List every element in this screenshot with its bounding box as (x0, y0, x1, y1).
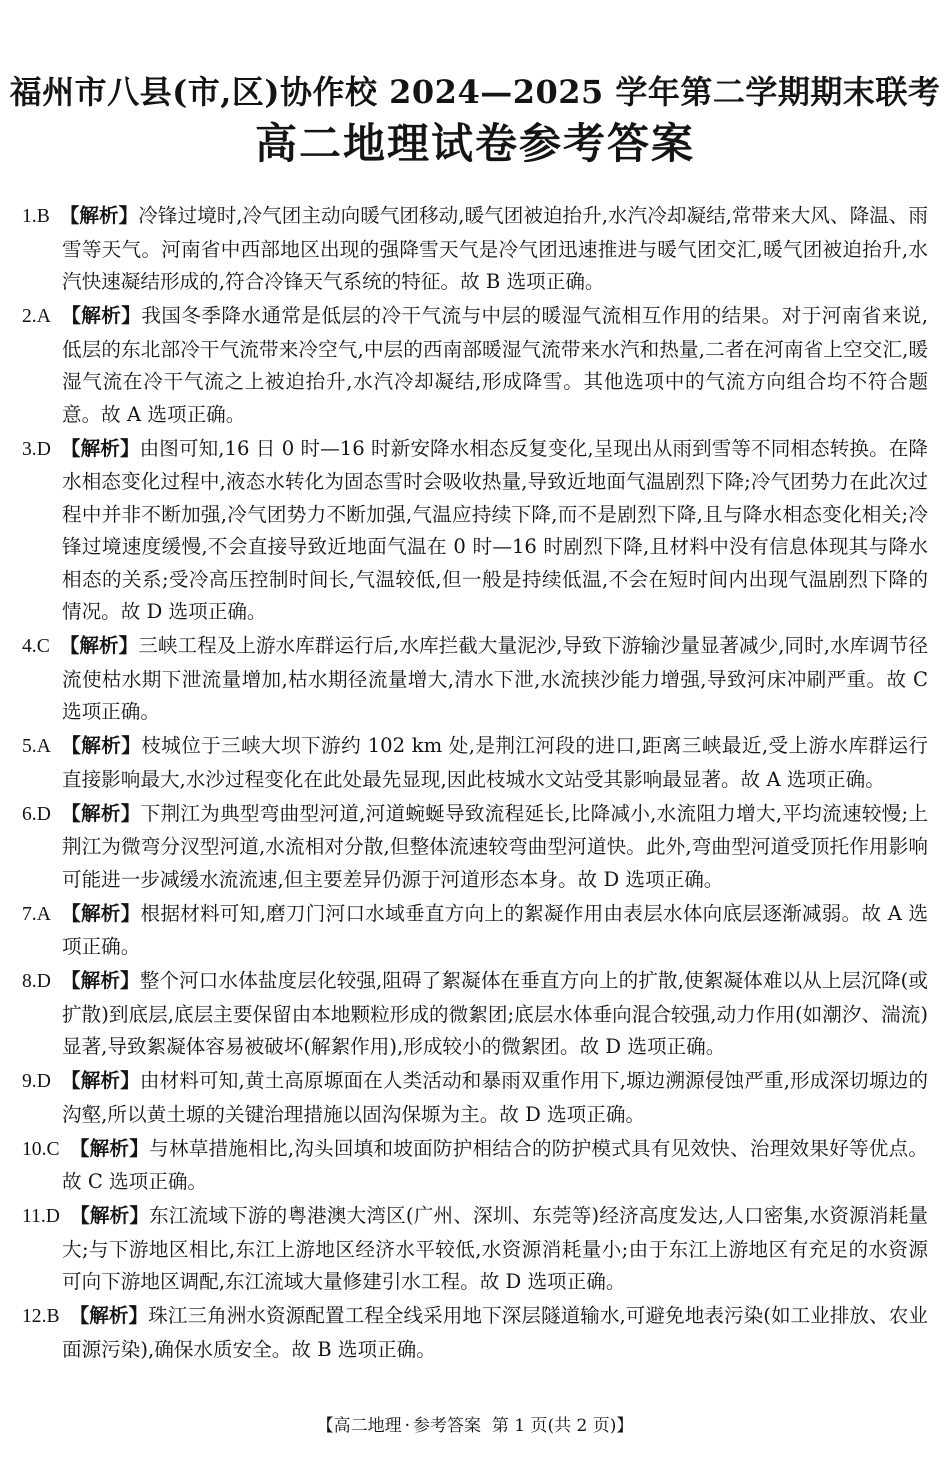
footer-bracket-right: 】 (616, 1416, 634, 1436)
analysis-tag: 【解析】 (69, 1304, 149, 1327)
item-answer: A (36, 306, 51, 327)
item-explanation: 由图可知,16 日 0 时—16 时新安降水相态反复变化,呈现出从雨到雪等不同相态转换。在降水相态变化过程中,液态水转化为固态雪时会吸收热量,导致近地面气温剧烈下降;冷气团势力在此次过程中并非不断加强,冷气团势力不断加强,气温应持续下降,而不是剧烈下降,且与降水相态变化相关;冷锋过境速度缓慢,不会直接导致近地面气温在 0 时—16 时剧烈下降,且材料中没有信息体现其与降水相态的关系;受冷高压控制时间长,气温较低,但一般是持续低温,不会在短时间内出现气温剧烈下降的情况。故 D 选项正确。 (62, 436, 929, 623)
answer-item-10 (22, 1133, 928, 1199)
footer-page-number: 第 1 页(共 2 页) (491, 1416, 617, 1436)
page-footer (0, 1414, 950, 1438)
item-explanation: 珠江三角洲水资源配置工程全线采用地下深层隧道输水,可避免地表污染(如工业排放、农业面源污染),确保水质安全。故 B 选项正确。 (62, 1304, 929, 1361)
item-answer: D (36, 971, 51, 992)
item-answer: D (36, 803, 51, 825)
item-explanation: 枝城位于三峡大坝下游约 102 km 处,是荆江河段的进口,距离三峡最近,受上游水库群运行直接影响最大,水沙过程变化在此处最先显现,因此枝城水文站受其影响最显著。故 A 选项正确。 (62, 734, 928, 791)
analysis-tag: 【解析】 (60, 436, 140, 460)
item-number: 12. (22, 1306, 47, 1327)
answer-item-3 (22, 433, 928, 629)
item-explanation: 三峡工程及上游水库群运行后,水库拦截大量泥沙,导致下游输沙量显著减少,同时,水库调节径流使枯水期下泄流量增加,枯水期径流量增大,清水下泄,水流挟沙能力增强,导致河床冲刷严重。故 C 选项正确。 (62, 634, 929, 723)
analysis-tag: 【解析】 (60, 969, 140, 992)
item-number: 3. (22, 438, 37, 460)
item-answer: C (36, 636, 50, 657)
item-answer: A (36, 736, 51, 757)
item-explanation: 整个河口水体盐度层化较强,阻碍了絮凝体在垂直方向上的扩散,使絮凝体难以从上层沉降(或扩散)到底层,底层主要保留由本地颗粒形成的微絮团;底层水体垂向混合较强,动力作用(如潮汐、湍流)显著,导致絮凝体容易被破坏(解絮作用),形成较小的微絮团。故 D 选项正确。 (62, 969, 929, 1058)
item-answer: A (36, 903, 51, 925)
item-answer: D (45, 1206, 60, 1227)
analysis-tag: 【解析】 (60, 304, 142, 327)
answer-item-11 (22, 1200, 928, 1299)
footer-subject: 高二地理 (333, 1416, 402, 1436)
item-explanation: 冷锋过境时,冷气团主动向暖气团移动,暖气团被迫抬升,水汽冷却凝结,常带来大风、降温、雨雪等天气。河南省中西部地区出现的强降雪天气是冷气团迅速推进与暖气团交汇,暖气团被迫抬升,水汽快速凝结形成的,符合冷锋天气系统的特征。故 B 选项正确。 (62, 204, 929, 293)
page-title: 高二地理试卷参考答案 (254, 119, 695, 168)
item-number: 5. (22, 736, 37, 757)
item-explanation: 下荆江为典型弯曲型河道,河道蜿蜒导致流程延长,比降减小,水流阻力增大,平均流速较慢;上荆江为微弯分汊型河道,水流相对分散,但整体流速较弯曲型河道快。此外,弯曲型河道受顶托作用影响可能进一步减缓水流流速,但主要差异仍源于河道形态本身。故 D 选项正确。 (62, 801, 929, 891)
item-explanation: 我国冬季降水通常是低层的冷干气流与中层的暖湿气流相互作用的结果。对于河南省来说,低层的东北部冷干气流带来冷空气,中层的西南部暖湿气流带来水汽和热量,二者在河南省上空交汇,暖湿气流在冷干气流之上被迫抬升,水汽冷却凝结,形成降雪。其他选项中的气流方向组合均不符合题意。故 A 选项正确。 (62, 304, 928, 426)
item-number: 4. (22, 636, 37, 657)
analysis-tag: 【解析】 (69, 1204, 150, 1227)
item-number: 1. (22, 206, 37, 227)
answer-item-4 (22, 630, 928, 729)
item-number: 8. (22, 971, 37, 992)
analysis-tag: 【解析】 (69, 1136, 150, 1160)
item-explanation: 与林草措施相比,沟头回填和坡面防护相结合的防护模式具有见效快、治理效果好等优点。故 C 选项正确。 (62, 1136, 929, 1193)
item-answer: C (46, 1138, 60, 1160)
analysis-tag: 【解析】 (60, 901, 141, 925)
analysis-tag: 【解析】 (60, 801, 141, 825)
item-answer: D (36, 438, 51, 460)
analysis-tag: 【解析】 (60, 734, 142, 757)
footer-bracket-left: 【 (316, 1416, 334, 1436)
footer-dot: · (404, 1416, 411, 1436)
item-explanation: 由材料可知,黄土高原塬面在人类活动和暴雨双重作用下,塬边溯源侵蚀严重,形成深切塬边的沟壑,所以黄土塬的关键治理措施以固沟保塬为主。故 D 选项正确。 (62, 1069, 929, 1126)
item-answer: B (36, 206, 50, 227)
item-explanation: 东江流域下游的粤港澳大湾区(广州、深圳、东莞等)经济高度发达,人口密集,水资源消耗量大;与下游地区相比,东江上游地区经济水平较低,水资源消耗量小;由于东江上游地区有充足的水资源可向下游地区调配,东江流域大量修建引水工程。故 D 选项正确。 (62, 1204, 929, 1293)
analysis-tag: 【解析】 (60, 1069, 140, 1092)
answer-item-8 (22, 965, 928, 1064)
answer-item-5 (22, 730, 928, 796)
item-explanation: 根据材料可知,磨刀门河口水域垂直方向上的絮凝作用由表层水体向底层逐渐减弱。故 A 选项正确。 (62, 901, 928, 958)
footer-doc-type: 参考答案 (413, 1416, 482, 1436)
answer-item-7 (22, 898, 928, 964)
answer-item-1 (22, 200, 928, 299)
item-number: 9. (22, 1071, 37, 1092)
answer-item-9 (22, 1065, 928, 1131)
answer-item-12 (22, 1300, 928, 1366)
item-answer: B (46, 1306, 60, 1327)
answer-item-2 (22, 300, 928, 431)
analysis-tag: 【解析】 (59, 634, 139, 657)
item-answer: D (36, 1071, 51, 1092)
item-number: 11. (22, 1206, 46, 1227)
item-number: 2. (22, 306, 37, 327)
answer-list (22, 200, 928, 1368)
answer-item-6 (22, 798, 928, 897)
exam-header: 福州市八县(市,区)协作校 2024—2025 学年第二学期期末联考 (9, 73, 941, 111)
item-number: 7. (22, 903, 37, 925)
item-number: 10. (22, 1138, 47, 1160)
item-number: 6. (22, 803, 37, 825)
analysis-tag: 【解析】 (59, 204, 139, 227)
